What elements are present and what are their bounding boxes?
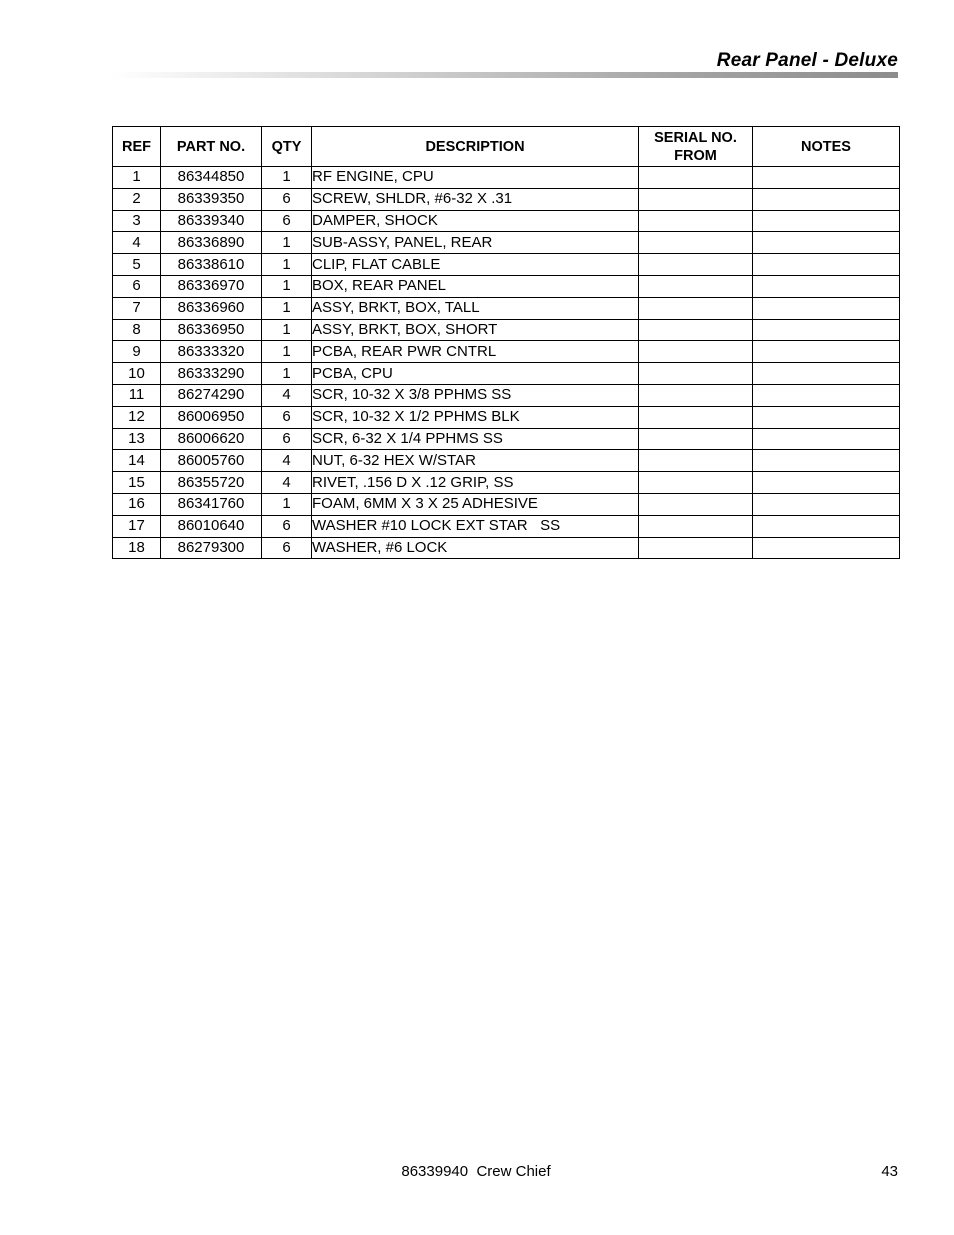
cell-qty: 4 [262, 384, 312, 406]
cell-qty: 1 [262, 254, 312, 276]
table-row [113, 493, 900, 515]
column-header-description: DESCRIPTION [312, 127, 639, 167]
cell-description: RF ENGINE, CPU [312, 167, 639, 189]
cell-ref: 14 [113, 450, 161, 472]
column-header-part-no: PART NO. [161, 127, 262, 167]
table-row [113, 428, 900, 450]
cell-notes [753, 363, 900, 385]
cell-serial-no-from [639, 188, 753, 210]
cell-description: DAMPER, SHOCK [312, 210, 639, 232]
cell-serial-no-from [639, 341, 753, 363]
table-row [113, 254, 900, 276]
cell-notes [753, 537, 900, 559]
table-row [113, 472, 900, 494]
table-row [113, 232, 900, 254]
cell-qty: 1 [262, 341, 312, 363]
cell-notes [753, 472, 900, 494]
cell-part-no: 86336890 [161, 232, 262, 254]
cell-part-no: 86010640 [161, 515, 262, 537]
cell-part-no: 86344850 [161, 167, 262, 189]
cell-notes [753, 341, 900, 363]
cell-notes [753, 167, 900, 189]
cell-part-no: 86341760 [161, 493, 262, 515]
cell-notes [753, 406, 900, 428]
cell-notes [753, 319, 900, 341]
cell-part-no: 86336970 [161, 275, 262, 297]
cell-ref: 4 [113, 232, 161, 254]
cell-part-no: 86279300 [161, 537, 262, 559]
cell-ref: 11 [113, 384, 161, 406]
cell-serial-no-from [639, 537, 753, 559]
page-title: Rear Panel - Deluxe [716, 50, 898, 71]
cell-serial-no-from [639, 472, 753, 494]
cell-ref: 8 [113, 319, 161, 341]
cell-notes [753, 428, 900, 450]
cell-notes [753, 384, 900, 406]
cell-description: WASHER #10 LOCK EXT STAR SS [312, 515, 639, 537]
table-row [113, 363, 900, 385]
parts-table [112, 126, 900, 559]
cell-ref: 13 [113, 428, 161, 450]
cell-ref: 3 [113, 210, 161, 232]
cell-description: SCR, 6-32 X 1/4 PPHMS SS [312, 428, 639, 450]
cell-ref: 5 [113, 254, 161, 276]
parts-table-body [113, 167, 900, 559]
cell-qty: 6 [262, 428, 312, 450]
cell-ref: 9 [113, 341, 161, 363]
footer-doc-info [0, 1163, 954, 1180]
cell-serial-no-from [639, 297, 753, 319]
table-row [113, 188, 900, 210]
cell-serial-no-from [639, 450, 753, 472]
cell-qty: 1 [262, 363, 312, 385]
cell-ref: 2 [113, 188, 161, 210]
cell-part-no: 86006620 [161, 428, 262, 450]
cell-part-no: 86333290 [161, 363, 262, 385]
column-header-notes: NOTES [753, 127, 900, 167]
cell-ref: 12 [113, 406, 161, 428]
cell-description: BOX, REAR PANEL [312, 275, 639, 297]
cell-description: SCREW, SHLDR, #6-32 X .31 [312, 188, 639, 210]
table-row [113, 167, 900, 189]
cell-description: PCBA, CPU [312, 363, 639, 385]
cell-description: CLIP, FLAT CABLE [312, 254, 639, 276]
cell-serial-no-from [639, 254, 753, 276]
cell-qty: 1 [262, 232, 312, 254]
cell-part-no: 86333320 [161, 341, 262, 363]
cell-description: SCR, 10-32 X 1/2 PPHMS BLK [312, 406, 639, 428]
cell-notes [753, 515, 900, 537]
cell-notes [753, 210, 900, 232]
cell-ref: 1 [113, 167, 161, 189]
cell-qty: 1 [262, 275, 312, 297]
footer-doc-number: 86339940 [401, 1163, 469, 1180]
cell-notes [753, 275, 900, 297]
cell-qty: 6 [262, 515, 312, 537]
cell-serial-no-from [639, 363, 753, 385]
table-row [113, 341, 900, 363]
cell-ref: 7 [113, 297, 161, 319]
table-row [113, 515, 900, 537]
page-number: 43 [881, 1163, 898, 1180]
cell-ref: 18 [113, 537, 161, 559]
cell-serial-no-from [639, 210, 753, 232]
header-divider [112, 72, 898, 78]
cell-part-no: 86006950 [161, 406, 262, 428]
table-row [113, 406, 900, 428]
table-row [113, 275, 900, 297]
cell-part-no: 86339350 [161, 188, 262, 210]
cell-description: NUT, 6-32 HEX W/STAR [312, 450, 639, 472]
cell-description: PCBA, REAR PWR CNTRL [312, 341, 639, 363]
cell-part-no: 86339340 [161, 210, 262, 232]
cell-notes [753, 254, 900, 276]
cell-description: SUB-ASSY, PANEL, REAR [312, 232, 639, 254]
cell-notes [753, 493, 900, 515]
cell-description: ASSY, BRKT, BOX, SHORT [312, 319, 639, 341]
cell-qty: 1 [262, 493, 312, 515]
cell-ref: 10 [113, 363, 161, 385]
cell-serial-no-from [639, 384, 753, 406]
cell-serial-no-from [639, 428, 753, 450]
table-header-row [113, 127, 900, 167]
cell-part-no: 86005760 [161, 450, 262, 472]
cell-part-no: 86338610 [161, 254, 262, 276]
cell-description: ASSY, BRKT, BOX, TALL [312, 297, 639, 319]
cell-serial-no-from [639, 493, 753, 515]
cell-qty: 6 [262, 210, 312, 232]
cell-part-no: 86355720 [161, 472, 262, 494]
cell-qty: 6 [262, 537, 312, 559]
cell-description: RIVET, .156 D X .12 GRIP, SS [312, 472, 639, 494]
cell-qty: 1 [262, 167, 312, 189]
column-header-qty: QTY [262, 127, 312, 167]
cell-ref: 16 [113, 493, 161, 515]
table-row [113, 297, 900, 319]
cell-notes [753, 450, 900, 472]
table-row [113, 537, 900, 559]
cell-notes [753, 232, 900, 254]
table-row [113, 210, 900, 232]
cell-serial-no-from [639, 406, 753, 428]
cell-notes [753, 297, 900, 319]
cell-ref: 6 [113, 275, 161, 297]
cell-description: FOAM, 6MM X 3 X 25 ADHESIVE [312, 493, 639, 515]
cell-serial-no-from [639, 232, 753, 254]
cell-qty: 4 [262, 472, 312, 494]
table-row [113, 319, 900, 341]
cell-serial-no-from [639, 515, 753, 537]
cell-serial-no-from [639, 275, 753, 297]
footer-product-name: Crew Chief [476, 1163, 551, 1180]
cell-serial-no-from [639, 319, 753, 341]
cell-ref: 15 [113, 472, 161, 494]
cell-qty: 6 [262, 188, 312, 210]
cell-part-no: 86336960 [161, 297, 262, 319]
cell-description: WASHER, #6 LOCK [312, 537, 639, 559]
column-header-ref: REF [113, 127, 161, 167]
column-header-serial-no-from: SERIAL NO. FROM [639, 127, 753, 167]
cell-part-no: 86274290 [161, 384, 262, 406]
table-row [113, 384, 900, 406]
cell-qty: 6 [262, 406, 312, 428]
cell-description: SCR, 10-32 X 3/8 PPHMS SS [312, 384, 639, 406]
cell-qty: 4 [262, 450, 312, 472]
cell-part-no: 86336950 [161, 319, 262, 341]
table-row [113, 450, 900, 472]
cell-qty: 1 [262, 319, 312, 341]
cell-serial-no-from [639, 167, 753, 189]
cell-notes [753, 188, 900, 210]
cell-qty: 1 [262, 297, 312, 319]
cell-ref: 17 [113, 515, 161, 537]
